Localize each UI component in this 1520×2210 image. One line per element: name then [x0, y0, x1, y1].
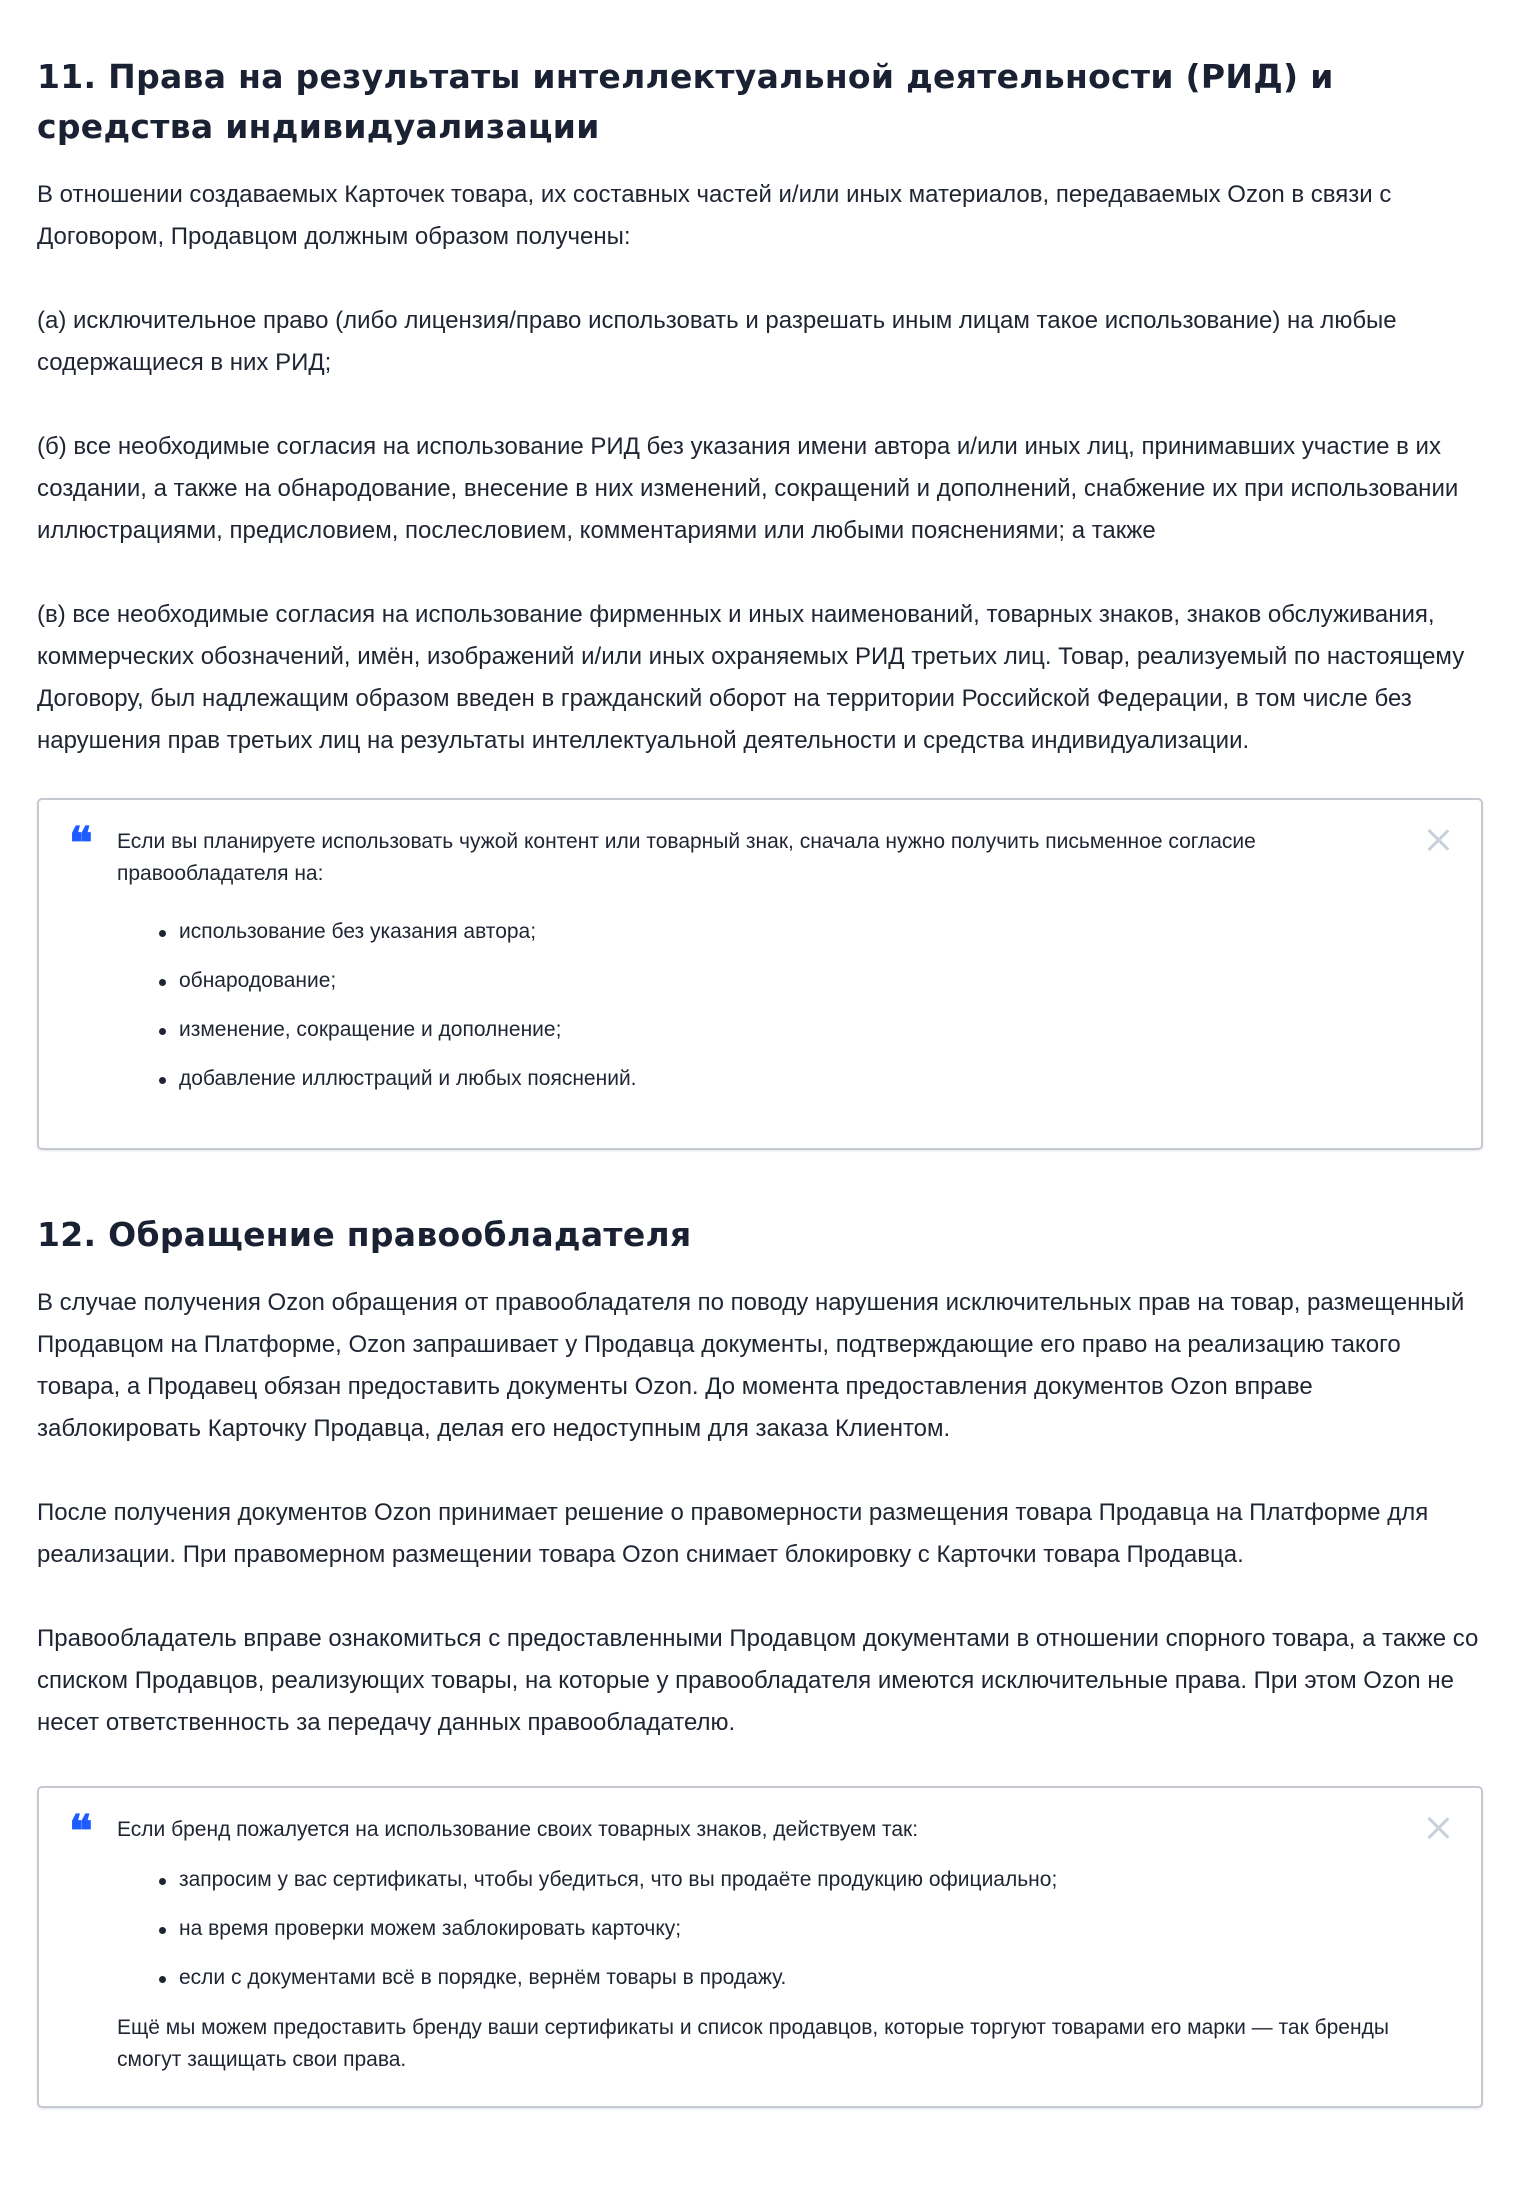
callout-box [37, 798, 1483, 1150]
paragraph: В случае получения Ozon обращения от правообладателя по поводу нарушения исключительных прав на товар, размещенный Продавцом на Платформе, Ozon запрашивает у Продавца документы, подтверждающие его право на реализацию такого товара, а Продавец обязан предоставить документы Ozon. До момента предоставления документов Ozon вправе заблокировать Карточку Продавца, делая его недоступным для заказа Клиентом. [37, 1289, 1465, 1442]
section-11-title: 11. Права на результаты интеллектуальной деятельности (РИД) и средства индивидуализации [37, 57, 1334, 146]
section-12-title: 12. Обращение правообладателя [37, 1215, 692, 1254]
paragraph: (б) все необходимые согласия на использование РИД без указания имени автора и/или иных лиц, принимавших участие в их создании, а также на обнародование, внесение в них изменений, сокращений и дополнений, снабжение их при использовании иллюстрациями, предисловием, послесловием, комментариями или любыми пояснениями; а также [37, 433, 1459, 544]
list-item: добавление иллюстраций и любых пояснений. [157, 1063, 1391, 1095]
list-item: запросим у вас сертификаты, чтобы убедиться, что вы продаёте продукцию официально; [157, 1864, 1391, 1896]
paragraph: (а) исключительное право (либо лицензия/право использовать и разрешать иным лицам такое использование) на любые содержащиеся в них РИД; [37, 307, 1397, 376]
paragraph: В отношении создаваемых Карточек товара, их составных частей и/или иных материалов, передаваемых Ozon в связи с Договором, Продавцом должным образом получены: [37, 181, 1392, 250]
quote-icon: ❝ [69, 818, 93, 869]
section-12 [37, 1210, 1483, 2108]
close-icon[interactable] [1425, 1814, 1451, 1840]
callout-list [117, 916, 1391, 1095]
callout-lead: Если вы планируете использовать чужой контент или товарный знак, сначала нужно получить письменное согласие правообладателя на: [117, 830, 1256, 885]
list-item: обнародование; [157, 965, 1391, 997]
list-item: изменение, сокращение и дополнение; [157, 1014, 1391, 1046]
list-item: использование без указания автора; [157, 916, 1391, 948]
paragraph: После получения документов Ozon принимает решение о правомерности размещения товара Продавца на Платформе для реализации. При правомерном размещении товара Ozon снимает блокировку с Карточки товара Продавца. [37, 1499, 1429, 1568]
callout-lead: Если бренд пожалуется на использование своих товарных знаков, действуем так: [117, 1818, 919, 1841]
close-icon[interactable] [1425, 826, 1451, 852]
list-item: на время проверки можем заблокировать карточку; [157, 1913, 1391, 1945]
callout-list [117, 1864, 1391, 1994]
quote-icon: ❝ [69, 1806, 93, 1857]
section-11 [37, 52, 1483, 1150]
paragraph: Правообладатель вправе ознакомиться с предоставленными Продавцом документами в отношении спорного товара, а также со списком Продавцов, реализующих товары, на которые у правообладателя имеются исключительные права. При этом Ozon не несет ответственность за передачу данных правообладателю. [37, 1625, 1479, 1736]
list-item: если с документами всё в порядке, вернём товары в продажу. [157, 1962, 1391, 1994]
paragraph: (в) все необходимые согласия на использование фирменных и иных наименований, товарных знаков, знаков обслуживания, коммерческих обозначений, имён, изображений и/или иных охраняемых РИД третьих лиц. Товар, реализуемый по настоящему Договору, был надлежащим образом введен в гражданский оборот на территории Российской Федерации, в том числе без нарушения прав третьих лиц на результаты интеллектуальной деятельности и средства индивидуализации. [37, 601, 1465, 754]
callout-tail: Ещё мы можем предоставить бренду ваши сертификаты и список продавцов, которые торгуют товарами его марки — так бренды смогут защищать свои права. [117, 2016, 1389, 2071]
callout-box [37, 1786, 1483, 2108]
